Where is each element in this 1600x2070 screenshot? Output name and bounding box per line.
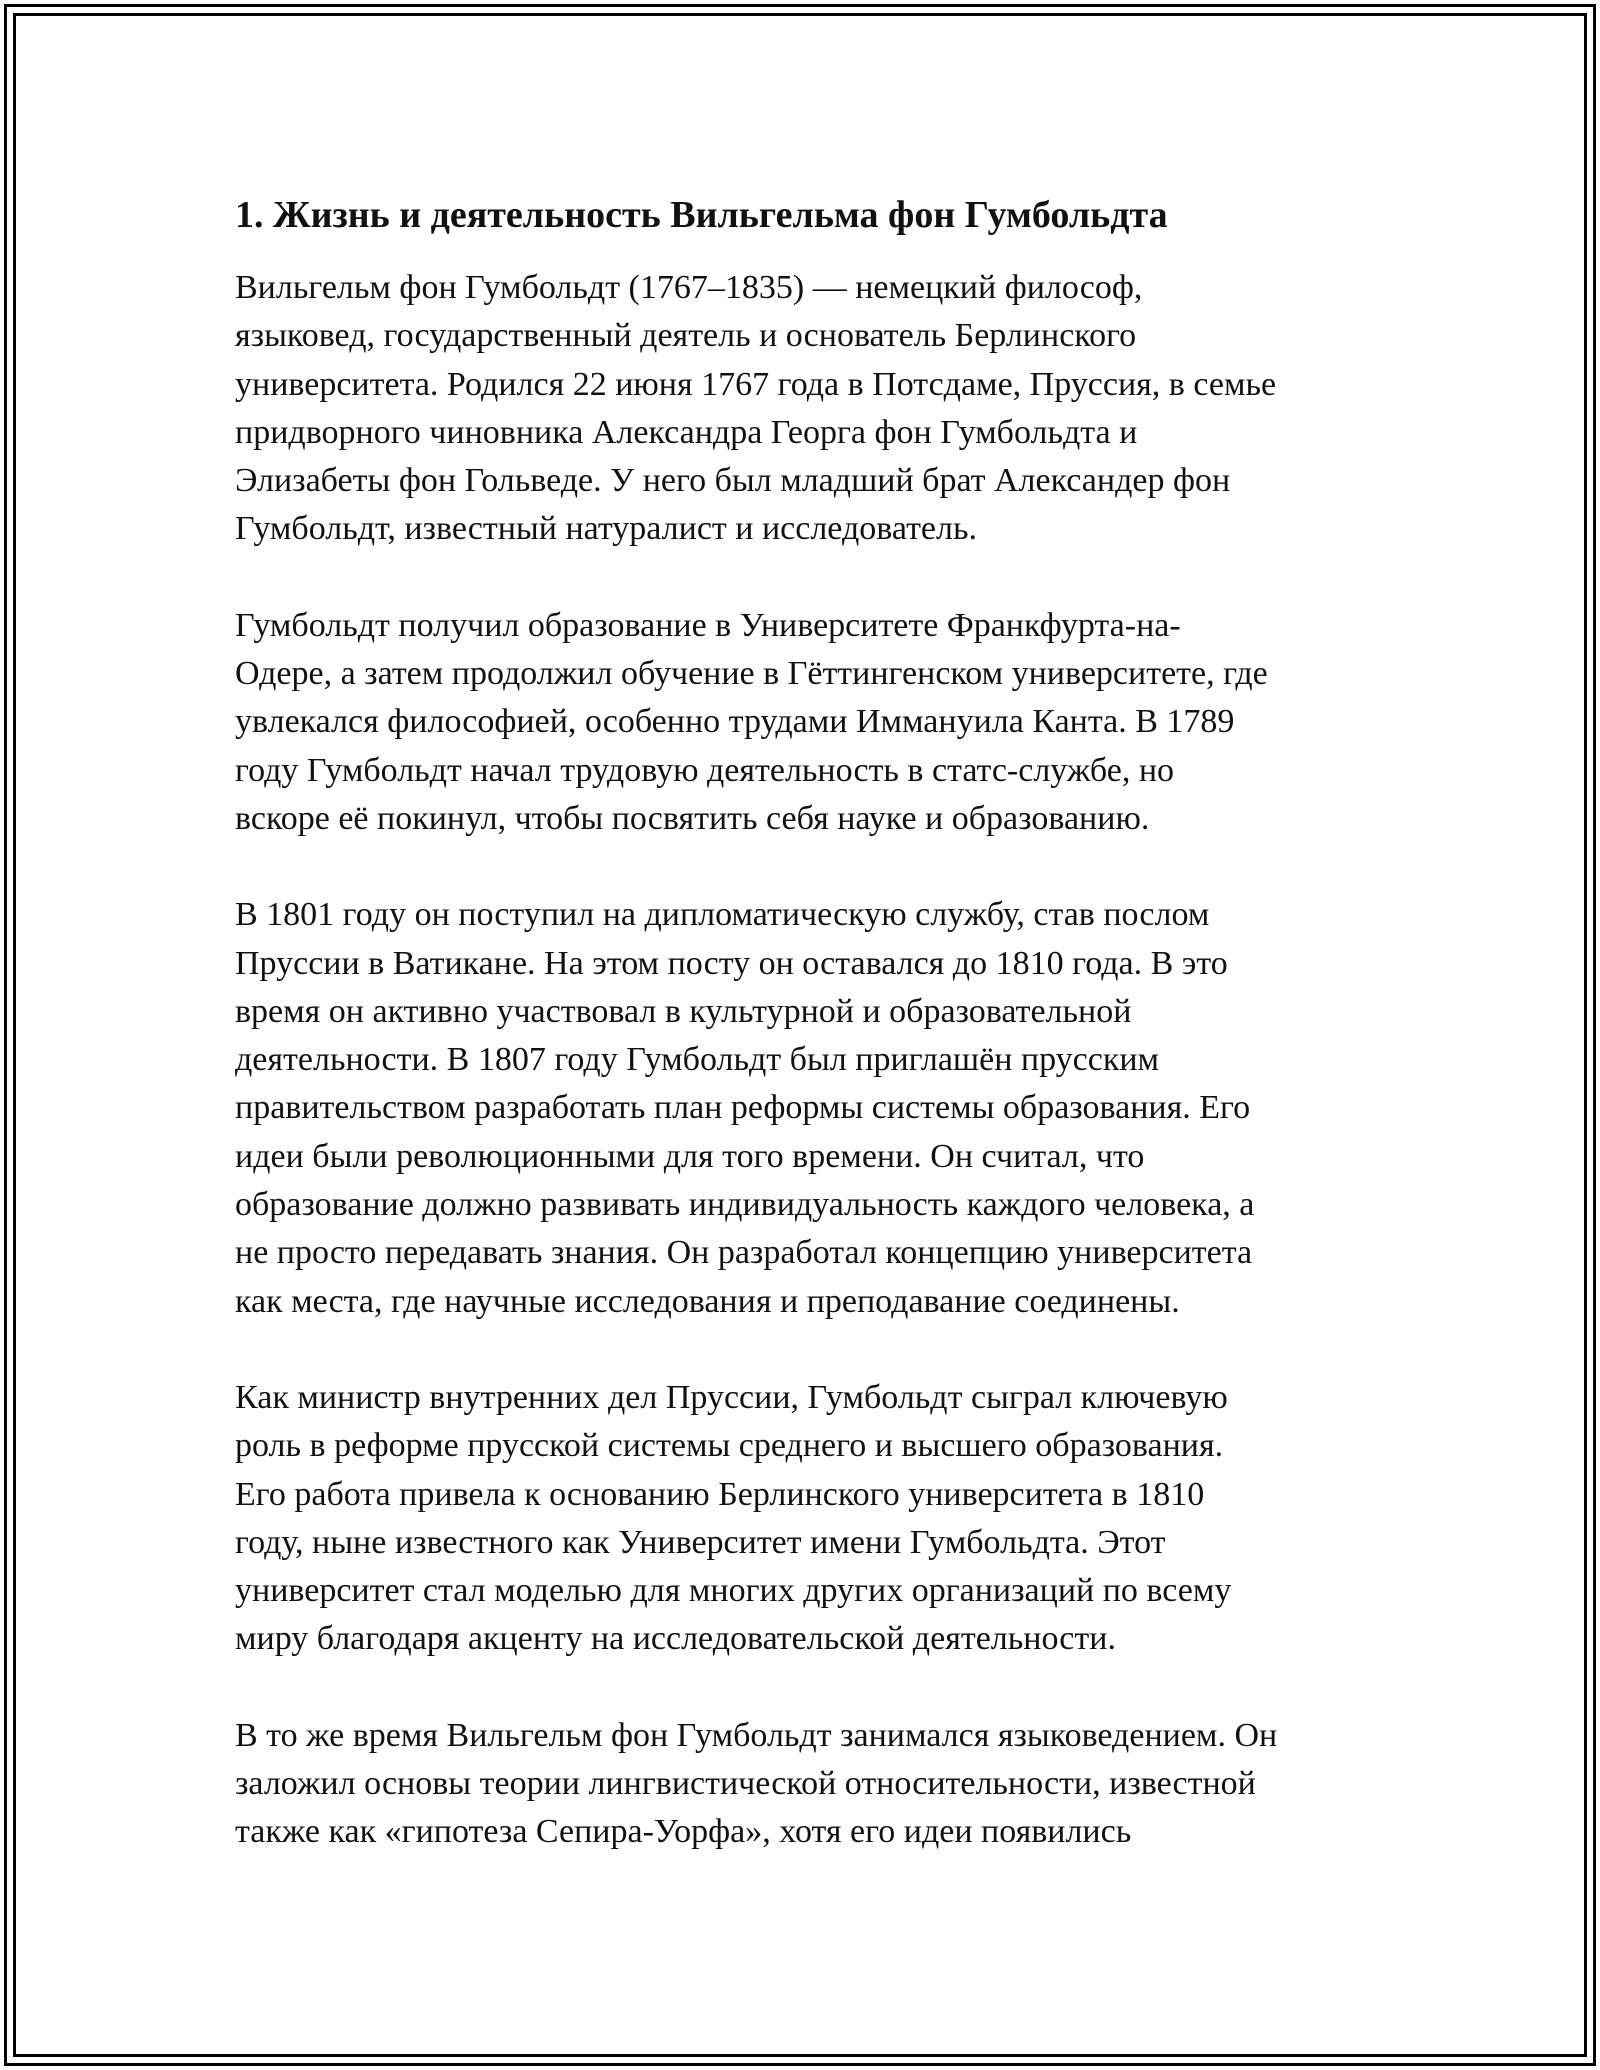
text-line: Гумбольдт, известный натуралист и исследователь. [235,510,977,548]
text-line: Его работа привела к основанию Берлинского университета в 1810 [235,1475,1205,1513]
paragraph-reform [235,1374,1385,1664]
text-line: увлекался философией, особенно трудами Иммануила Канта. В 1789 [235,703,1235,741]
paragraph-linguistics [235,1712,1385,1857]
text-line: В 1801 году он поступил на дипломатическую службу, став послом [235,896,1210,934]
text-line: университета. Родился 22 июня 1767 года в Потсдаме, Пруссия, в семье [235,365,1277,403]
text-line: идеи были революционными для того времени. Он считал, что [235,1137,1145,1175]
text-line: Как министр внутренних дел Пруссии, Гумбольдт сыграл ключевую [235,1378,1228,1416]
text-line: В то же время Вильгельм фон Гумбольдт занимался языковедением. Он [235,1716,1278,1754]
text-line: роль в реформе прусской системы среднего и высшего образования. [235,1427,1224,1465]
text-line: как места, где научные исследования и преподавание соединены. [235,1282,1180,1320]
text-line: году Гумбольдт начал трудовую деятельность в статс-службе, но [235,751,1175,789]
text-line: Пруссии в Ватикане. На этом посту он оставался до 1810 года. В это [235,944,1228,982]
text-line: языковед, государственный деятель и основатель Берлинского [235,317,1137,355]
text-line: миру благодаря акценту на исследовательской деятельности. [235,1620,1116,1658]
paragraph-biography [235,264,1385,554]
text-line: университет стал моделью для многих других организаций по всему [235,1572,1232,1610]
text-line: также как «гипотеза Сепира-Уорфа», хотя его идеи появились [235,1813,1132,1851]
text-line: году, ныне известного как Университет имени Гумбольдта. Этот [235,1523,1166,1561]
text-line: правительством разработать план реформы системы образования. Его [235,1089,1251,1127]
text-line: придворного чиновника Александра Георга фон Гумбольдта и [235,413,1138,451]
text-line: не просто передавать знания. Он разработал концепцию университета [235,1234,1253,1272]
text-line: Одере, а затем продолжил обучение в Гёттингенском университете, где [235,655,1268,693]
text-line: Гумбольдт получил образование в Университете Франкфурта-на- [235,606,1181,644]
text-line: Элизабеты фон Гольведе. У него был младший брат Александер фон [235,462,1231,500]
document-body [235,188,1385,1905]
text-line: деятельности. В 1807 году Гумбольдт был приглашён прусским [235,1041,1160,1079]
text-line: вскоре её покинул, чтобы посвятить себя науке и образованию. [235,799,1150,837]
section-heading: 1. Жизнь и деятельность Вильгельма фон Гумбольдта [235,194,1168,236]
text-line: заложил основы теории лингвистической относительности, известной [235,1765,1256,1803]
paragraph-diplomacy [235,891,1385,1326]
text-line: Вильгельм фон Гумбольдт (1767–1835) — немецкий философ, [235,269,1143,306]
text-line: время он активно участвовал в культурной и образовательной [235,992,1132,1030]
paragraph-education [235,602,1385,843]
text-line: образование должно развивать индивидуальность каждого человека, а [235,1186,1255,1224]
